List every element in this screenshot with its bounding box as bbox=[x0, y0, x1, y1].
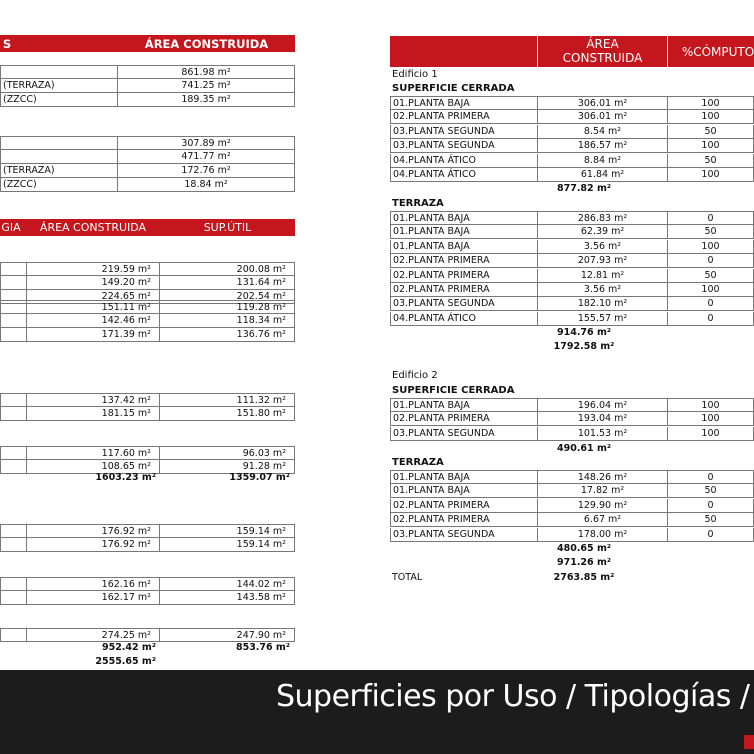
table-cell: 18.84 m² bbox=[117, 178, 295, 192]
table-cell: 3.56 m² bbox=[537, 283, 668, 297]
table-cell: 108.65 m² bbox=[26, 460, 160, 474]
table-cell: 471.77 m² bbox=[117, 150, 295, 164]
table-cell: 02.PLANTA PRIMERA bbox=[390, 254, 538, 268]
left-subtotal1-area: 1603.23 m² bbox=[95, 472, 156, 483]
table-cell: 01.PLANTA BAJA bbox=[390, 398, 538, 412]
table-cell: 172.76 m² bbox=[117, 164, 295, 178]
left-subtotal1-util: 1359.07 m² bbox=[229, 472, 290, 483]
table-cell: 91.28 m² bbox=[159, 460, 295, 474]
table-cell: 0 bbox=[667, 297, 754, 311]
left-table2-header-col1: GIA bbox=[1, 221, 21, 234]
table-cell: 129.90 m² bbox=[537, 499, 668, 513]
table-cell: 247.90 m² bbox=[159, 628, 295, 642]
table-cell: (TERRAZA) bbox=[0, 164, 118, 178]
table-cell: 200.08 m² bbox=[159, 262, 295, 276]
table-cell: 100 bbox=[667, 139, 754, 153]
edificio2-cerrada-label: SUPERFICIE CERRADA bbox=[392, 385, 515, 396]
table-cell: 274.25 m² bbox=[26, 628, 160, 642]
table-cell: 189.35 m² bbox=[117, 93, 295, 107]
table-cell: 306.01 m² bbox=[537, 110, 668, 124]
table-cell: 02.PLANTA PRIMERA bbox=[390, 513, 538, 527]
table-cell: (ZZCC) bbox=[0, 178, 118, 192]
table-cell: 100 bbox=[667, 398, 754, 412]
footer-logo-mark bbox=[744, 735, 754, 749]
table-cell: 176.92 m² bbox=[26, 524, 160, 538]
table-cell: 50 bbox=[667, 513, 754, 527]
table-cell: 50 bbox=[667, 225, 754, 239]
right-header-computo: %CÓMPUTO bbox=[681, 45, 754, 59]
table-cell: 04.PLANTA ÁTICO bbox=[390, 168, 538, 182]
table-cell: 8.84 m² bbox=[537, 154, 668, 168]
table-cell: 50 bbox=[667, 269, 754, 283]
left-grand-total: 2555.65 m² bbox=[95, 656, 156, 667]
edificio2-cerrada-total: 490.61 m² bbox=[556, 443, 612, 454]
table-cell: 0 bbox=[667, 528, 754, 542]
right-table-header bbox=[390, 36, 754, 67]
table-cell: 01.PLANTA BAJA bbox=[390, 211, 538, 225]
table-cell: 100 bbox=[667, 240, 754, 254]
edificio1-title: Edificio 1 bbox=[392, 69, 438, 80]
table-cell: 62.39 m² bbox=[537, 225, 668, 239]
table-cell: 50 bbox=[667, 484, 754, 498]
left-table2-header-col2: ÁREA CONSTRUIDA bbox=[39, 221, 147, 234]
grand-total-label: TOTAL bbox=[392, 572, 423, 583]
table-cell: 193.04 m² bbox=[537, 412, 668, 426]
table-cell: (TERRAZA) bbox=[0, 79, 118, 93]
table-cell: 136.76 m² bbox=[159, 328, 295, 342]
table-cell: 182.10 m² bbox=[537, 297, 668, 311]
table-cell: 100 bbox=[667, 427, 754, 441]
table-cell: 219.59 m² bbox=[26, 262, 160, 276]
table-cell: 159.14 m² bbox=[159, 538, 295, 552]
table-cell bbox=[0, 276, 27, 290]
table-cell: 162.16 m² bbox=[26, 577, 160, 591]
table-cell: 02.PLANTA PRIMERA bbox=[390, 499, 538, 513]
table-cell: 155.57 m² bbox=[537, 312, 668, 326]
table-cell: 01.PLANTA BAJA bbox=[390, 470, 538, 484]
table-cell bbox=[0, 538, 27, 552]
table-cell: 142.46 m² bbox=[26, 314, 160, 328]
table-cell: 143.58 m² bbox=[159, 591, 295, 605]
edificio2-title: Edificio 2 bbox=[392, 370, 438, 381]
table-cell: 0 bbox=[667, 312, 754, 326]
right-header-divider1 bbox=[537, 36, 538, 67]
table-cell: 17.82 m² bbox=[537, 484, 668, 498]
table-cell bbox=[0, 446, 27, 460]
table-cell: 741.25 m² bbox=[117, 79, 295, 93]
table-cell: (ZZCC) bbox=[0, 93, 118, 107]
edificio1-terraza-label: TERRAZA bbox=[392, 198, 444, 209]
table-cell: 176.92 m² bbox=[26, 538, 160, 552]
table-cell: 196.04 m² bbox=[537, 398, 668, 412]
table-cell bbox=[0, 628, 27, 642]
edificio2-terraza-total: 480.65 m² bbox=[556, 543, 612, 554]
table-cell: 03.PLANTA SEGUNDA bbox=[390, 139, 538, 153]
left-table2-header-col3: SUP.ÚTIL bbox=[203, 221, 252, 234]
table-cell bbox=[0, 314, 27, 328]
footer-title: Superficies por Uso / Tipologías / bbox=[276, 679, 750, 714]
table-cell bbox=[0, 150, 118, 164]
edificio1-cerrada-total: 877.82 m² bbox=[556, 183, 612, 194]
table-cell: 01.PLANTA BAJA bbox=[390, 225, 538, 239]
table-cell: 181.15 m² bbox=[26, 407, 160, 421]
edificio1-total: 1792.58 m² bbox=[553, 341, 615, 352]
table-cell: 02.PLANTA PRIMERA bbox=[390, 269, 538, 283]
table-cell: 03.PLANTA SEGUNDA bbox=[390, 125, 538, 139]
table-cell bbox=[0, 524, 27, 538]
table-cell bbox=[0, 460, 27, 474]
table-cell: 0 bbox=[667, 499, 754, 513]
table-cell: 137.42 m² bbox=[26, 393, 160, 407]
table-cell: 100 bbox=[667, 96, 754, 110]
table-cell bbox=[0, 136, 118, 150]
table-cell: 178.00 m² bbox=[537, 528, 668, 542]
edificio1-cerrada-label: SUPERFICIE CERRADA bbox=[392, 83, 515, 94]
table-cell: 01.PLANTA BAJA bbox=[390, 240, 538, 254]
table-cell: 151.80 m² bbox=[159, 407, 295, 421]
edificio2-total: 971.26 m² bbox=[556, 557, 612, 568]
table-cell: 111.32 m² bbox=[159, 393, 295, 407]
table-cell: 101.53 m² bbox=[537, 427, 668, 441]
table-cell: 61.84 m² bbox=[537, 168, 668, 182]
table-cell: 224.65 m² bbox=[26, 290, 160, 304]
table-cell: 0 bbox=[667, 254, 754, 268]
left-subtotal2-area: 952.42 m² bbox=[101, 642, 156, 653]
table-cell: 100 bbox=[667, 110, 754, 124]
table-cell: 306.01 m² bbox=[537, 96, 668, 110]
table-cell: 6.67 m² bbox=[537, 513, 668, 527]
table-cell bbox=[0, 407, 27, 421]
table-cell bbox=[0, 65, 118, 79]
table-cell: 02.PLANTA PRIMERA bbox=[390, 110, 538, 124]
table-cell: 96.03 m² bbox=[159, 446, 295, 460]
table-cell: 207.93 m² bbox=[537, 254, 668, 268]
table-cell: 01.PLANTA BAJA bbox=[390, 484, 538, 498]
left-subtotal2-util: 853.76 m² bbox=[235, 642, 290, 653]
table-cell: 50 bbox=[667, 154, 754, 168]
right-header-divider2 bbox=[667, 36, 668, 67]
table-cell: 119.28 m² bbox=[159, 300, 295, 314]
table-cell bbox=[0, 300, 27, 314]
table-cell: 03.PLANTA SEGUNDA bbox=[390, 427, 538, 441]
table-cell: 3.56 m² bbox=[537, 240, 668, 254]
left-table1-header bbox=[0, 35, 295, 52]
table-cell: 148.26 m² bbox=[537, 470, 668, 484]
table-cell: 12.81 m² bbox=[537, 269, 668, 283]
table-cell: 04.PLANTA ÁTICO bbox=[390, 312, 538, 326]
table-cell: 151.11 m² bbox=[26, 300, 160, 314]
grand-total-value: 2763.85 m² bbox=[553, 572, 615, 583]
table-cell: 03.PLANTA SEGUNDA bbox=[390, 528, 538, 542]
table-cell bbox=[0, 393, 27, 407]
table-cell: 100 bbox=[667, 168, 754, 182]
table-cell bbox=[0, 328, 27, 342]
table-cell: 03.PLANTA SEGUNDA bbox=[390, 297, 538, 311]
table-cell: 149.20 m² bbox=[26, 276, 160, 290]
table-cell: 307.89 m² bbox=[117, 136, 295, 150]
table-cell: 171.39 m² bbox=[26, 328, 160, 342]
table-cell bbox=[0, 262, 27, 276]
table-cell: 131.64 m² bbox=[159, 276, 295, 290]
table-cell: 100 bbox=[667, 412, 754, 426]
table-cell: 02.PLANTA PRIMERA bbox=[390, 412, 538, 426]
table-cell: 0 bbox=[667, 211, 754, 225]
left-table1-header-col2: ÁREA CONSTRUIDA bbox=[144, 36, 269, 51]
table-cell: 202.54 m² bbox=[159, 290, 295, 304]
table-cell: 50 bbox=[667, 125, 754, 139]
table-cell: 02.PLANTA PRIMERA bbox=[390, 283, 538, 297]
left-table1-header-col1: S bbox=[2, 36, 12, 51]
table-cell: 286.83 m² bbox=[537, 211, 668, 225]
table-cell: 186.57 m² bbox=[537, 139, 668, 153]
left-table2-header bbox=[0, 219, 295, 236]
table-cell bbox=[0, 591, 27, 605]
table-cell: 118.34 m² bbox=[159, 314, 295, 328]
right-header-area: ÁREA CONSTRUIDA bbox=[562, 37, 643, 65]
table-cell: 0 bbox=[667, 470, 754, 484]
table-cell: 01.PLANTA BAJA bbox=[390, 96, 538, 110]
table-cell: 159.14 m² bbox=[159, 524, 295, 538]
table-cell: 100 bbox=[667, 283, 754, 297]
edificio2-terraza-label: TERRAZA bbox=[392, 457, 444, 468]
table-cell: 162.17 m² bbox=[26, 591, 160, 605]
table-cell: 04.PLANTA ÁTICO bbox=[390, 154, 538, 168]
table-cell: 8.54 m² bbox=[537, 125, 668, 139]
edificio1-terraza-total: 914.76 m² bbox=[556, 327, 612, 338]
table-cell bbox=[0, 577, 27, 591]
table-cell: 144.02 m² bbox=[159, 577, 295, 591]
table-cell: 117.60 m² bbox=[26, 446, 160, 460]
table-cell: 861.98 m² bbox=[117, 65, 295, 79]
